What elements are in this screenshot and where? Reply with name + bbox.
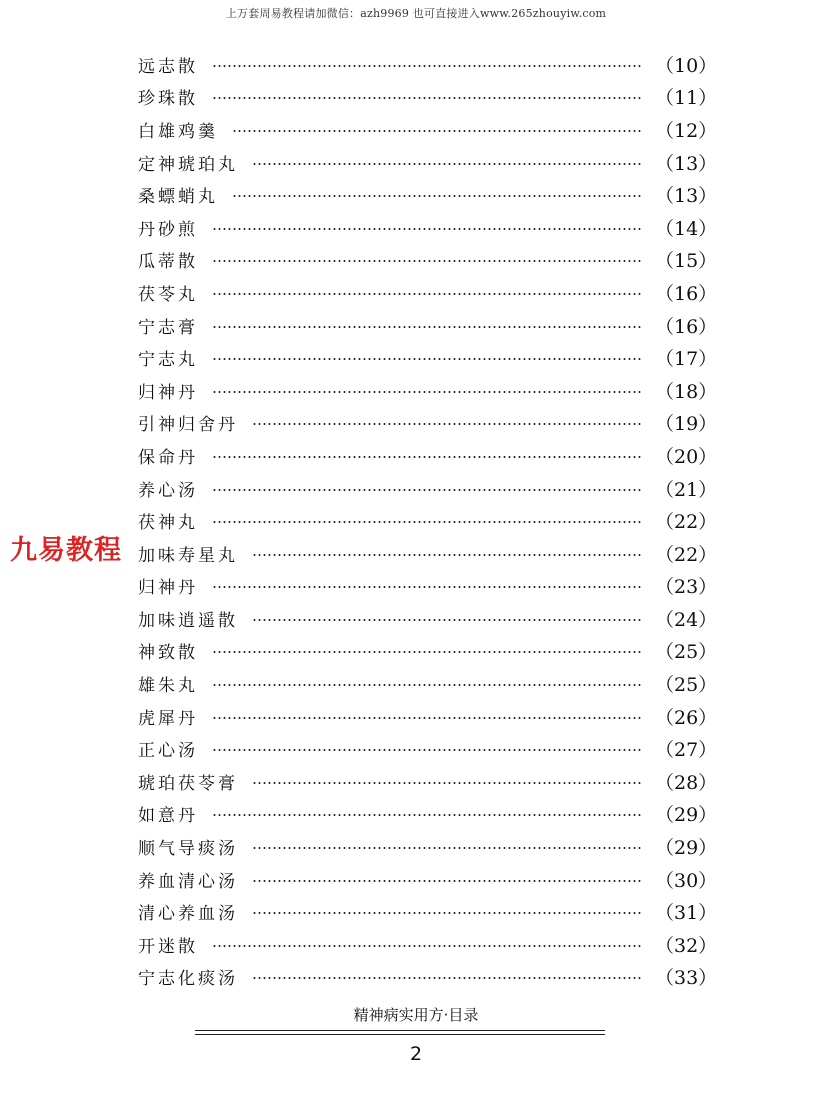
dot-leader xyxy=(252,912,641,914)
toc-entry-title: 瓜蒂散 xyxy=(138,252,198,273)
toc-entry xyxy=(138,570,718,603)
toc-entry-title: 桑螵蛸丸 xyxy=(138,187,218,208)
toc-entry-page: （31） xyxy=(655,902,718,925)
toc-entry xyxy=(138,961,718,994)
toc-entry-page: （33） xyxy=(655,967,718,990)
toc-entry-title: 清心养血汤 xyxy=(138,904,238,925)
dot-leader xyxy=(252,977,641,979)
toc-entry xyxy=(138,602,718,635)
toc-entry-page: （29） xyxy=(655,804,718,827)
toc-entry xyxy=(138,407,718,440)
toc-entry-title: 茯苓丸 xyxy=(138,284,198,305)
toc-entry xyxy=(138,309,718,342)
toc-entry-page: （13） xyxy=(655,185,718,208)
toc-entry-page: （11） xyxy=(655,87,718,110)
dot-leader xyxy=(232,195,641,197)
dot-leader xyxy=(212,260,641,262)
dot-leader xyxy=(212,684,641,686)
toc-entry-title: 虎犀丹 xyxy=(138,708,198,729)
toc-entry-page: （12） xyxy=(655,119,718,142)
toc-entry-page: （21） xyxy=(655,478,718,501)
dot-leader xyxy=(212,717,641,719)
toc-entry xyxy=(138,244,718,277)
dot-leader xyxy=(212,489,641,491)
toc-entry xyxy=(138,276,718,309)
dot-leader xyxy=(252,782,641,784)
toc-entry-page: （27） xyxy=(655,739,718,762)
page-number: 2 xyxy=(409,1043,423,1065)
dot-leader xyxy=(212,456,641,458)
toc-entry-title: 保命丹 xyxy=(138,447,198,468)
toc-entry-title: 开迷散 xyxy=(138,936,198,957)
toc-entry-title: 雄朱丸 xyxy=(138,676,198,697)
dot-leader xyxy=(212,391,641,393)
footer-rule xyxy=(195,1030,605,1031)
toc-entry-title: 珍珠散 xyxy=(138,89,198,110)
dot-leader xyxy=(212,945,641,947)
toc-entry-page: （30） xyxy=(655,869,718,892)
toc-entry-page: （25） xyxy=(655,674,718,697)
toc-entry-title: 顺气导痰汤 xyxy=(138,839,238,860)
toc-entry xyxy=(138,765,718,798)
dot-leader xyxy=(252,847,641,849)
table-of-contents xyxy=(138,48,718,993)
toc-entry-page: （17） xyxy=(655,348,718,371)
toc-entry-title: 养心汤 xyxy=(138,480,198,501)
toc-entry xyxy=(138,48,718,81)
toc-entry-title: 引神归舍丹 xyxy=(138,415,238,436)
toc-entry-title: 茯神丸 xyxy=(138,513,198,534)
toc-entry-page: （20） xyxy=(655,445,718,468)
toc-entry-title: 神致散 xyxy=(138,643,198,664)
dot-leader xyxy=(212,586,641,588)
toc-entry-page: （16） xyxy=(655,315,718,338)
toc-entry-page: （24） xyxy=(655,608,718,631)
toc-entry xyxy=(138,830,718,863)
toc-entry-title: 正心汤 xyxy=(138,741,198,762)
toc-entry xyxy=(138,895,718,928)
toc-entry-title: 丹砂煎 xyxy=(138,219,198,240)
dot-leader xyxy=(252,880,641,882)
dot-leader xyxy=(212,814,641,816)
toc-entry-page: （10） xyxy=(655,54,718,77)
toc-entry-title: 归神丹 xyxy=(138,578,198,599)
toc-entry-title: 养血清心汤 xyxy=(138,871,238,892)
footer-running-title: 精神病实用方·目录 xyxy=(353,1006,479,1024)
toc-entry-title: 宁志丸 xyxy=(138,350,198,371)
toc-entry xyxy=(138,732,718,765)
dot-leader xyxy=(252,423,641,425)
toc-entry-title: 宁志化痰汤 xyxy=(138,969,238,990)
toc-entry-title: 定神琥珀丸 xyxy=(138,154,238,175)
toc-entry-page: （13） xyxy=(655,152,718,175)
toc-entry-page: （18） xyxy=(655,380,718,403)
toc-entry-page: （23） xyxy=(655,576,718,599)
toc-entry xyxy=(138,472,718,505)
toc-entry xyxy=(138,211,718,244)
dot-leader xyxy=(212,97,641,99)
toc-entry-page: （28） xyxy=(655,771,718,794)
toc-entry-page: （25） xyxy=(655,641,718,664)
toc-entry-title: 远志散 xyxy=(138,56,198,77)
toc-entry xyxy=(138,863,718,896)
dot-leader xyxy=(212,749,641,751)
watermark-logo: 九易教程 xyxy=(8,526,128,569)
toc-entry-page: （22） xyxy=(655,511,718,534)
toc-entry xyxy=(138,81,718,114)
toc-entry xyxy=(138,667,718,700)
dot-leader xyxy=(212,228,641,230)
toc-entry xyxy=(138,439,718,472)
toc-entry xyxy=(138,146,718,179)
dot-leader xyxy=(212,326,641,328)
toc-entry xyxy=(138,374,718,407)
toc-entry-page: （16） xyxy=(655,282,718,305)
dot-leader xyxy=(252,554,641,556)
toc-entry-page: （22） xyxy=(655,543,718,566)
dot-leader xyxy=(252,163,641,165)
toc-entry xyxy=(138,928,718,961)
top-banner: 上万套周易教程请加微信：azh9969 也可直接进入www.265zhouyiw.com xyxy=(225,7,607,20)
toc-entry-page: （29） xyxy=(655,837,718,860)
toc-entry-title: 宁志膏 xyxy=(138,317,198,338)
toc-entry xyxy=(138,178,718,211)
toc-entry xyxy=(138,504,718,537)
toc-entry-title: 琥珀茯苓膏 xyxy=(138,773,238,794)
dot-leader xyxy=(252,619,641,621)
toc-entry-page: （15） xyxy=(655,250,718,273)
dot-leader xyxy=(212,651,641,653)
dot-leader xyxy=(232,130,641,132)
toc-entry xyxy=(138,798,718,831)
toc-entry-title: 加味寿星丸 xyxy=(138,545,238,566)
toc-entry-title: 如意丹 xyxy=(138,806,198,827)
toc-entry-page: （26） xyxy=(655,706,718,729)
toc-entry xyxy=(138,113,718,146)
toc-entry-page: （32） xyxy=(655,934,718,957)
dot-leader xyxy=(212,65,641,67)
dot-leader xyxy=(212,293,641,295)
toc-entry xyxy=(138,537,718,570)
dot-leader xyxy=(212,521,641,523)
toc-entry-page: （14） xyxy=(655,217,718,240)
toc-entry xyxy=(138,700,718,733)
toc-entry-title: 白雄鸡羹 xyxy=(138,121,218,142)
footer-rule xyxy=(195,1034,605,1035)
toc-entry xyxy=(138,341,718,374)
toc-entry xyxy=(138,635,718,668)
toc-entry-title: 加味逍遥散 xyxy=(138,610,238,631)
toc-entry-title: 归神丹 xyxy=(138,382,198,403)
toc-entry-page: （19） xyxy=(655,413,718,436)
dot-leader xyxy=(212,358,641,360)
